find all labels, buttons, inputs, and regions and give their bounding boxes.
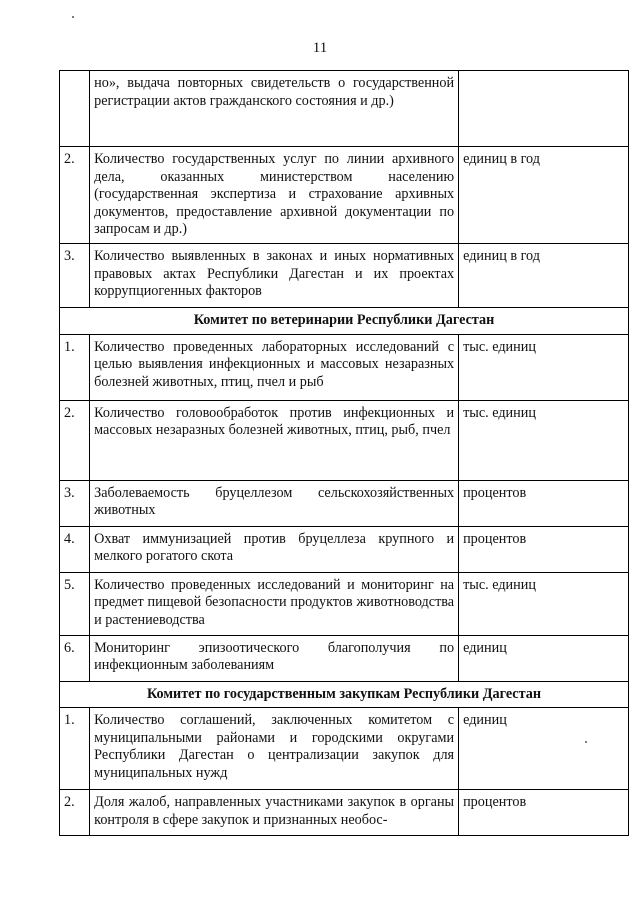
- table-row: [60, 480, 629, 526]
- unit-of-measure: [459, 71, 629, 147]
- unit-of-measure: процентов: [459, 790, 629, 836]
- row-number: 2.: [60, 400, 90, 480]
- table-row: [60, 334, 629, 400]
- indicator-name: Количество проведенных лабораторных исследований с целью выявления инфекционных и массовых незаразных болезней животных, птиц, пчел и рыб: [90, 334, 459, 400]
- section-header-row: [60, 307, 629, 334]
- indicator-name: Количество проведенных исследований и мониторинг на предмет пищевой безопасности продуктов животноводства и растениеводства: [90, 572, 459, 635]
- indicator-name: Количество государственных услуг по линии архивного дела, оказанных министерством населению (государственная экспертиза и страхование архивных документов, предоставление архивной документации по запросам и др.): [90, 147, 459, 244]
- unit-of-measure: тыс. единиц: [459, 400, 629, 480]
- unit-of-measure: единиц: [459, 708, 629, 790]
- table-row: [60, 790, 629, 836]
- section-title: Комитет по ветеринарии Республики Дагестан: [60, 307, 629, 334]
- row-number: 1.: [60, 708, 90, 790]
- unit-of-measure: единиц: [459, 635, 629, 681]
- table-row: [60, 635, 629, 681]
- indicator-name: Доля жалоб, направленных участниками закупок в органы контроля в сфере закупок и признанных необос-: [90, 790, 459, 836]
- table-row: [60, 147, 629, 244]
- indicator-name: Заболеваемость бруцеллезом сельскохозяйственных животных: [90, 480, 459, 526]
- scan-speck: [72, 16, 74, 18]
- section-header-row: [60, 681, 629, 708]
- indicator-name: Охват иммунизацией против бруцеллеза крупного и мелкого рогатого скота: [90, 526, 459, 572]
- table-row: [60, 708, 629, 790]
- unit-of-measure: тыс. единиц: [459, 572, 629, 635]
- page-number: 11: [312, 40, 328, 56]
- indicator-name: Мониторинг эпизоотического благополучия по инфекционным заболеваниям: [90, 635, 459, 681]
- table-row: [60, 572, 629, 635]
- table-row: [60, 526, 629, 572]
- indicator-name: Количество головообработок против инфекционных и массовых незаразных болезней животных, птиц, рыб, пчел: [90, 400, 459, 480]
- row-number: 1.: [60, 334, 90, 400]
- row-number: 5.: [60, 572, 90, 635]
- unit-of-measure: процентов: [459, 480, 629, 526]
- indicator-name: Количество выявленных в законах и иных нормативных правовых актах Республики Дагестан и их проектах коррупциогенных факторов: [90, 243, 459, 307]
- indicators-table-body: [60, 71, 629, 836]
- row-number: [60, 71, 90, 147]
- row-number: 2.: [60, 147, 90, 244]
- row-number: 3.: [60, 243, 90, 307]
- table-row: [60, 400, 629, 480]
- unit-of-measure: процентов: [459, 526, 629, 572]
- indicator-name: Количество соглашений, заключенных комитетом с муниципальными районами и городскими округами Республики Дагестан о централизации закупок для муниципальных нужд: [90, 708, 459, 790]
- row-number: 4.: [60, 526, 90, 572]
- indicator-name: но», выдача повторных свидетельств о государственной регистрации актов гражданского состояния и др.): [90, 71, 459, 147]
- unit-of-measure: тыс. единиц: [459, 334, 629, 400]
- row-number: 3.: [60, 480, 90, 526]
- indicators-table: [59, 70, 629, 836]
- section-title: Комитет по государственным закупкам Республики Дагестан: [60, 681, 629, 708]
- row-number: 6.: [60, 635, 90, 681]
- unit-of-measure: единиц в год: [459, 243, 629, 307]
- table-row: [60, 71, 629, 147]
- table-row: [60, 243, 629, 307]
- row-number: 2.: [60, 790, 90, 836]
- unit-of-measure: единиц в год: [459, 147, 629, 244]
